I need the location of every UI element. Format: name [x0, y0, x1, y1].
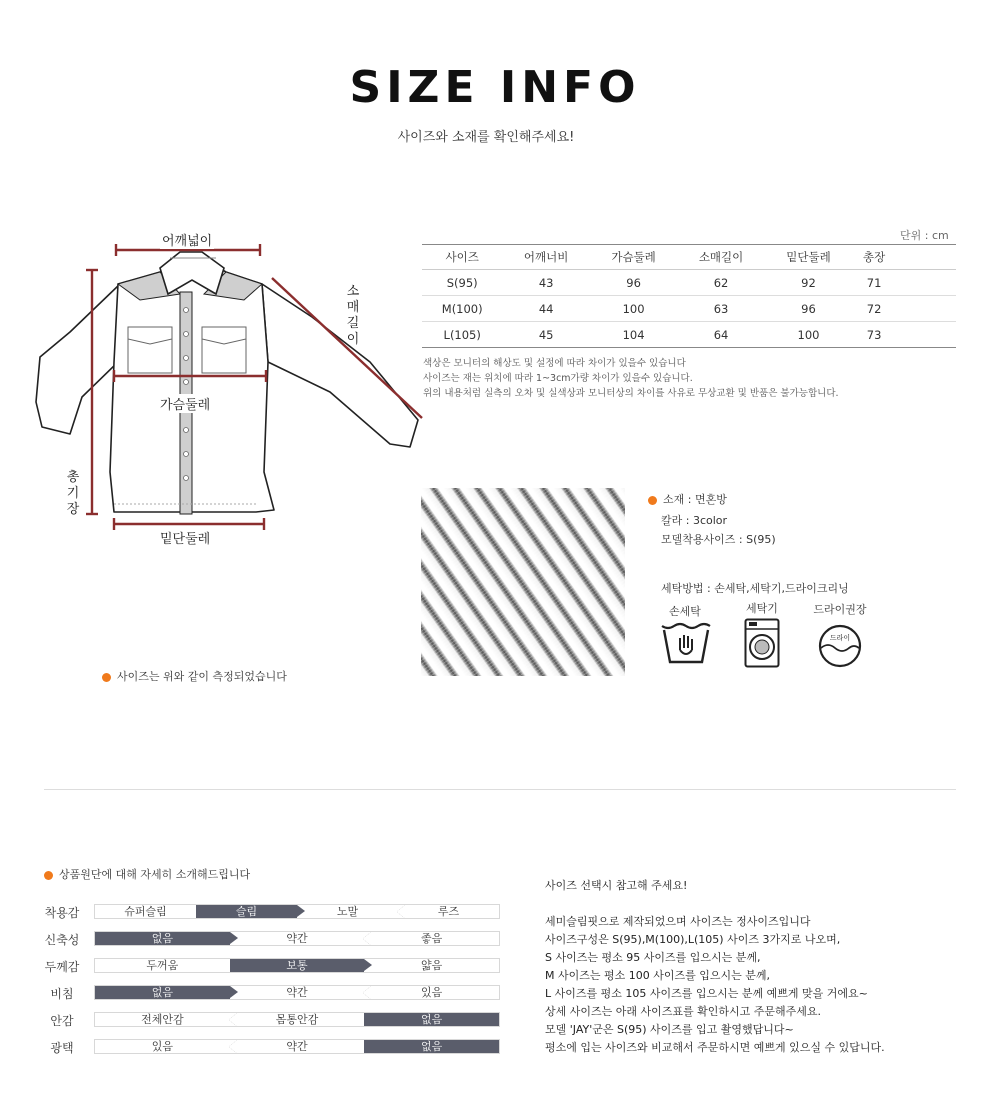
table-cell: 63	[677, 296, 764, 322]
table-cell	[896, 270, 956, 296]
shirt-diagram	[30, 222, 430, 562]
guide-line: 평소에 입는 사이즈와 비교해서 주문하시면 예쁘게 있으실 수 있답니다.	[545, 1041, 885, 1054]
table-row	[422, 296, 956, 322]
dry-clean-label: 드라이권장	[813, 603, 867, 616]
rating-label: 비침	[50, 987, 74, 1001]
table-cell: 96	[765, 296, 852, 322]
rating-option: 없음	[95, 932, 230, 945]
table-row	[422, 322, 956, 348]
color-spec: 칼라 : 3color	[661, 514, 728, 527]
washing-machine-icon	[744, 618, 780, 668]
washing-method: 세탁방법 : 손세탁,세탁기,드라이크리닝	[661, 582, 849, 595]
page-subtitle: 사이즈와 소재를 확인해주세요!	[397, 130, 575, 145]
guide-line: 모델 'JAY'군은 S(95) 사이즈를 입고 촬영했답니다~	[545, 1023, 794, 1036]
table-cell: M(100)	[422, 296, 502, 322]
machine-wash-label: 세탁기	[746, 602, 778, 615]
guide-line: 사이즈구성은 S(95),M(100),L(105) 사이즈 3가지로 나오며,	[545, 933, 841, 946]
sleeve-length-label	[346, 284, 360, 348]
bullet-dot-icon	[102, 673, 111, 682]
rating-label: 안감	[50, 1014, 74, 1028]
rating-row	[40, 984, 510, 1002]
guide-line: M 사이즈는 평소 100 사이즈를 입으시는 분께,	[545, 969, 770, 982]
rating-option: 루즈	[398, 905, 499, 918]
rating-label: 광택	[50, 1041, 74, 1055]
rating-row	[40, 930, 510, 948]
shoulder-width-label: 어깨넓이	[160, 230, 214, 249]
size-guide	[545, 913, 885, 1057]
sleeve-char: 이	[346, 332, 360, 347]
table-row	[422, 270, 956, 296]
rating-option: 없음	[364, 1040, 499, 1053]
size-guide-heading: 사이즈 선택시 참고해 주세요!	[545, 879, 688, 892]
rating-bar	[94, 1039, 500, 1054]
rating-row	[40, 957, 510, 975]
table-cell: 96	[590, 270, 677, 296]
bullet-dot-icon	[648, 496, 657, 505]
total-length-label	[66, 470, 80, 518]
note-line: 위의 내용처럼 실측의 오차 및 실색상과 모니터상의 차이를 사유로 무상교환 및 반품은 불가능합니다.	[423, 388, 839, 399]
rating-row	[40, 1011, 510, 1029]
sleeve-char: 매	[346, 300, 360, 315]
section-divider	[44, 789, 956, 790]
hand-wash-label: 손세탁	[669, 605, 701, 618]
rating-option: 얇음	[421, 959, 443, 972]
rating-option: 있음	[364, 986, 499, 999]
size-table	[422, 244, 956, 348]
sleeve-char: 소	[346, 284, 360, 299]
guide-line: 상세 사이즈는 아래 사이즈표를 확인하시고 주문해주세요.	[545, 1005, 822, 1018]
column-header: 가슴둘레	[590, 245, 677, 270]
table-cell: S(95)	[422, 270, 502, 296]
column-header: 밑단둘레	[765, 245, 852, 270]
rating-row	[40, 903, 510, 921]
guide-line: L 사이즈를 평소 105 사이즈를 입으시는 분께 예쁘게 맞을 거에요~	[545, 987, 868, 1000]
table-cell: 100	[765, 322, 852, 348]
bullet-dot-icon	[44, 871, 53, 880]
length-char: 기	[66, 486, 80, 501]
rating-option: 노말	[336, 905, 359, 918]
table-cell: 64	[677, 322, 764, 348]
rating-bar	[94, 904, 500, 919]
table-cell: 92	[765, 270, 852, 296]
rating-row	[40, 1038, 510, 1056]
rating-option: 슬림	[196, 905, 297, 918]
length-char: 장	[66, 502, 80, 517]
rating-option: 좋음	[364, 932, 499, 945]
measure-note	[102, 668, 287, 684]
rating-label: 신축성	[44, 933, 80, 947]
sleeve-char: 길	[346, 316, 360, 331]
hand-wash-icon	[660, 622, 712, 666]
rating-option: 두꺼움	[146, 959, 179, 972]
table-cell: L(105)	[422, 322, 502, 348]
table-cell: 44	[502, 296, 589, 322]
column-spacer	[896, 245, 956, 270]
table-cell: 100	[590, 296, 677, 322]
fabric-swatch-image	[421, 488, 625, 676]
table-cell: 43	[502, 270, 589, 296]
table-cell: 71	[852, 270, 896, 296]
rating-option: 있음	[151, 1040, 173, 1053]
dry-icon-text: 드라이	[829, 634, 851, 642]
table-header-row	[422, 245, 956, 270]
model-size-spec: 모델착용사이즈 : S(95)	[661, 533, 776, 546]
hem-label: 밑단둘레	[158, 528, 212, 547]
rating-option: 몸통안감	[230, 1013, 365, 1026]
unit-label: 단위 : cm	[900, 229, 949, 242]
fabric-intro-text: 상품원단에 대해 자세히 소개해드립니다	[59, 868, 251, 881]
fabric-intro	[44, 866, 250, 882]
rating-bar	[94, 1012, 500, 1027]
table-cell: 72	[852, 296, 896, 322]
rating-option: 보통	[230, 959, 365, 972]
page-title: SIZE INFO	[349, 62, 641, 113]
material-text: 소재 : 면혼방	[663, 493, 727, 506]
table-cell: 104	[590, 322, 677, 348]
chest-label: 가슴둘레	[158, 394, 212, 413]
rating-option: 없음	[364, 1013, 499, 1026]
table-cell	[896, 322, 956, 348]
length-char: 총	[66, 470, 80, 485]
dry-clean-icon	[816, 624, 864, 668]
rating-option: 약간	[286, 986, 308, 999]
measure-note-text: 사이즈는 위와 같이 측정되었습니다	[117, 670, 287, 683]
note-line: 사이즈는 재는 위치에 따라 1~3cm가량 차이가 있을수 있습니다.	[423, 373, 693, 384]
rating-bar	[94, 985, 500, 1000]
column-header: 총장	[852, 245, 896, 270]
rating-label: 착용감	[44, 906, 80, 920]
shirt-illustration	[30, 222, 430, 562]
column-header: 어깨너비	[502, 245, 589, 270]
column-header: 사이즈	[422, 245, 502, 270]
rating-option: 슈퍼슬림	[124, 905, 167, 918]
rating-option: 전체안감	[141, 1013, 184, 1026]
column-header: 소매길이	[677, 245, 764, 270]
rating-option: 약간	[230, 1040, 365, 1053]
material-spec	[648, 491, 727, 507]
rating-option: 없음	[95, 986, 230, 999]
rating-option: 약간	[286, 932, 308, 945]
rating-bar	[94, 958, 500, 973]
table-cell: 45	[502, 322, 589, 348]
size-notes	[423, 356, 839, 401]
note-line: 색상은 모니터의 해상도 및 설정에 따라 차이가 있을수 있습니다	[423, 358, 686, 369]
table-cell: 62	[677, 270, 764, 296]
guide-line: S 사이즈는 평소 95 사이즈를 입으시는 분께,	[545, 951, 761, 964]
guide-line: 세미슬림핏으로 제작되었으며 사이즈는 정사이즈입니다	[545, 915, 811, 928]
rating-bar	[94, 931, 500, 946]
table-cell: 73	[852, 322, 896, 348]
table-cell	[896, 296, 956, 322]
rating-label: 두께감	[44, 960, 80, 974]
